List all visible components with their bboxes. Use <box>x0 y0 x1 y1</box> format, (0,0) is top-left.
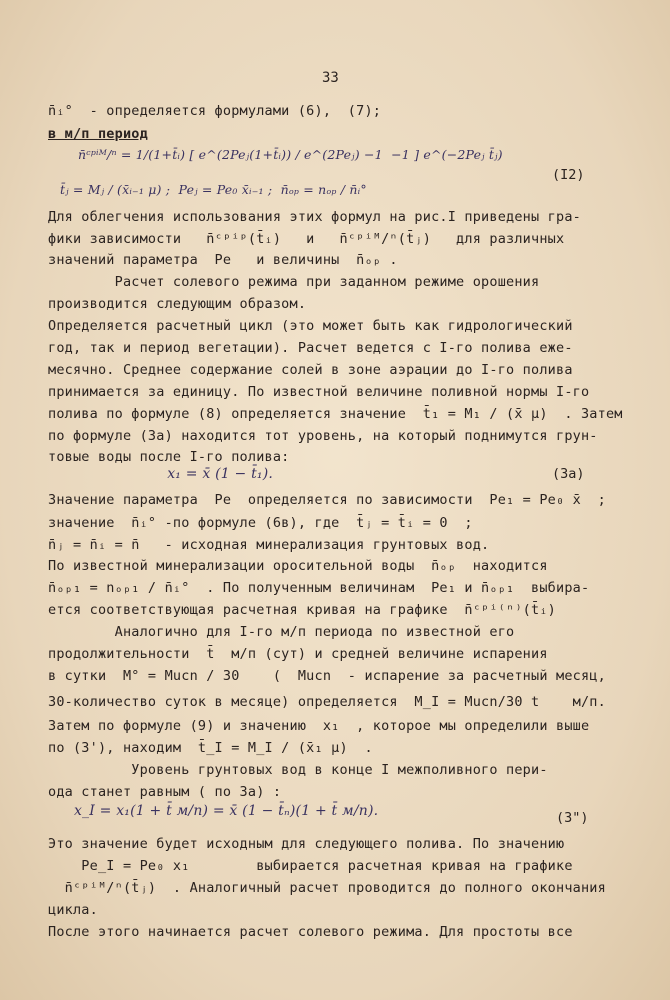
equation-number: (3") <box>556 810 589 826</box>
text-line: 30-количество суток в месяце) определяется M_I = Mucn/30 t м/п. <box>48 694 606 710</box>
text-line: По известной минерализации оросительной воды n̄ₒₚ находится <box>48 558 548 574</box>
text-line: После этого начинается расчет солевого режима. Для простоты все <box>48 924 573 940</box>
page-number: 33 <box>322 70 339 86</box>
text-line: ется соответствующая расчетная кривая на графике n̄ᶜᵖⁱ⁽ⁿ⁾(t̄ᵢ) <box>48 602 556 618</box>
equation-number: (3а) <box>552 466 585 482</box>
formula-line: x_I = x₁(1 + t̄ м/п) = x̄ (1 − t̄ₙ)(1 + t̄ м/п). <box>60 803 379 819</box>
formula-line: x₁ = x̄ (1 − t̄₁). <box>130 466 274 482</box>
text-line: значений параметра Pe и величины n̄ₒₚ . <box>48 252 398 268</box>
text-line: Это значение будет исходным для следующего полива. По значению <box>48 836 565 852</box>
text-line: продолжительности t̄ м/п (сут) и средней величине испарения <box>48 646 548 662</box>
text-line: в сутки M° = Mucn / 30 ( Mucn - испарение за расчетный месяц, <box>48 668 606 684</box>
section-label: в м/п период <box>48 126 148 142</box>
text-line: Затем по формуле (9) и значению x₁ , которое мы определили выше <box>48 718 590 734</box>
text-line: ода станет равным ( по 3а) : <box>48 784 282 800</box>
text-line: n̄ⱼ = n̄ᵢ = n̄ - исходная минерализация грунтовых вод. <box>48 537 490 553</box>
text-line: цикла. <box>48 902 98 918</box>
text-line: по (3'), находим t̄_I = M_I / (x̄₁ μ) . <box>48 740 373 756</box>
text-line: товые воды после I-го полива: <box>48 449 290 465</box>
text-line: Определяется расчетный цикл (это может быть как гидрологический <box>48 318 573 334</box>
text-line: по формуле (3а) находится тот уровень, на который поднимутся грун- <box>48 428 598 444</box>
text-line: принимается за единицу. По известной величине поливной нормы I-го <box>48 384 590 400</box>
text-line: Уровень грунтовых вод в конце I межполивного пери- <box>48 762 548 778</box>
formula-line: t̄ⱼ = Mⱼ / (x̄ᵢ₋₁ μ) ; Peⱼ = Pe₀ x̄ᵢ₋₁ ; n̄ₒₚ = nₒₚ / n̄ᵢ° <box>60 182 367 197</box>
text-line: фики зависимости n̄ᶜᵖⁱᵖ(t̄ᵢ) и n̄ᶜᵖⁱᴹ/ⁿ(t̄ⱼ) для различных <box>48 231 565 247</box>
text-line: Аналогично для I-го м/п периода по известной его <box>48 624 515 640</box>
equation-number: (I2) <box>552 167 585 183</box>
formula-line: n̄ᶜᵖⁱᴹ/ⁿ = 1/(1+t̄ᵢ) [ e^(2Peⱼ(1+t̄ᵢ)) / e^(2Peⱼ) −1 −1 ] e^(−2Peⱼ t̄ⱼ) <box>78 147 503 162</box>
text-line: месячно. Среднее содержание солей в зоне аэрации до I-го полива <box>48 362 573 378</box>
text-line: полива по формуле (8) определяется значение t̄₁ = M₁ / (x̄ μ) . Затем <box>48 406 623 422</box>
text-line: Для облегчения использования этих формул на рис.I приведены гра- <box>48 209 581 225</box>
text-line: год, так и период вегетации). Расчет ведется с I-го полива еже- <box>48 340 573 356</box>
text-line: производится следующим образом. <box>48 296 307 312</box>
text-line: n̄ᶜᵖⁱᴹ/ⁿ(t̄ⱼ) . Аналогичный расчет проводится до полного окончания <box>48 880 606 896</box>
text-line: значение n̄ᵢ° -по формуле (6в), где t̄ⱼ = t̄ᵢ = 0 ; <box>48 515 473 531</box>
text-line: Pe_I = Pe₀ x₁ выбирается расчетная кривая на графике <box>48 858 573 874</box>
text-line: n̄ₒₚ₁ = nₒₚ₁ / n̄ᵢ° . По полученным величинам Pe₁ и n̄ₒₚ₁ выбира- <box>48 580 590 596</box>
text-line: Значение параметра Pe определяется по зависимости Pe₁ = Pe₀ x̄ ; <box>48 492 606 508</box>
text-line: Расчет солевого режима при заданном режиме орошения <box>48 274 540 290</box>
text-line: n̄ᵢ° - определяется формулами (6), (7); <box>48 103 382 119</box>
